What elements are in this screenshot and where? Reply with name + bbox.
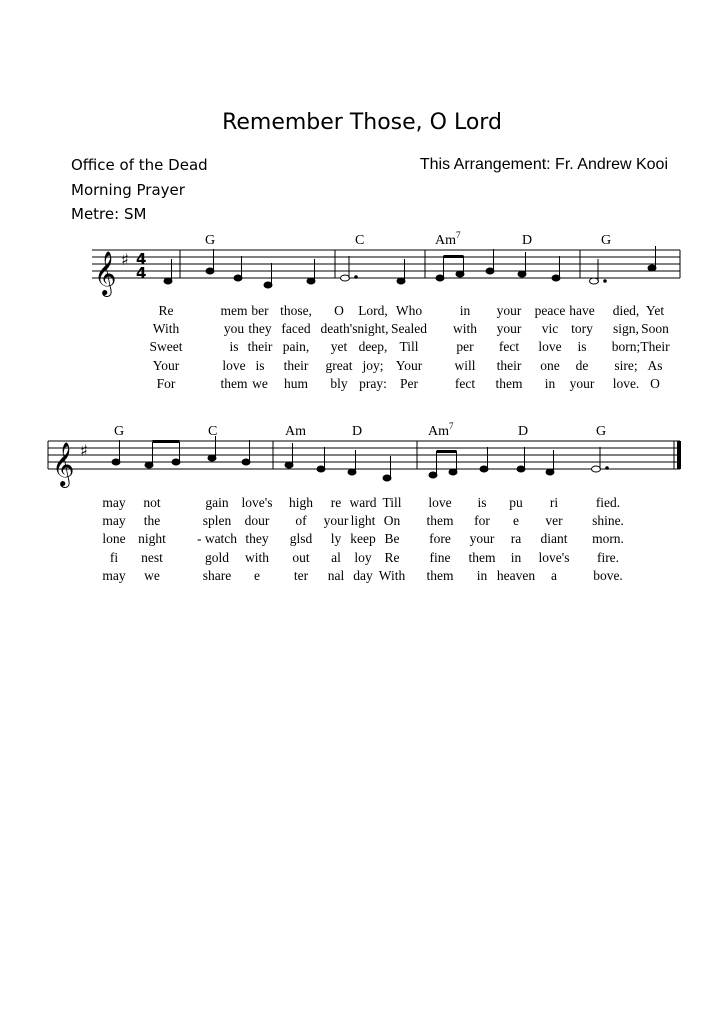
lyric-syllable: in — [476, 567, 488, 583]
lyric-syllable: glsd — [289, 531, 313, 547]
svg-text:𝄞: 𝄞 — [94, 251, 117, 295]
lyric-syllable: ly — [330, 531, 342, 547]
lyric-syllable: ra — [510, 531, 522, 547]
lyric-syllable: share — [202, 567, 232, 583]
chord-symbol-label: G — [114, 424, 125, 439]
chord-symbol-label: G — [601, 233, 612, 248]
lyric-syllable: they — [245, 531, 269, 547]
chord-symbol-label: C — [208, 424, 218, 439]
lyric-syllable: their — [247, 339, 273, 355]
lyric-syllable: love. — [612, 375, 640, 391]
lyric-syllable: Soon — [641, 321, 669, 337]
lyric-syllable: Per — [400, 375, 418, 391]
lyric-syllable: al — [331, 549, 341, 565]
lyric-syllable: night, — [357, 321, 389, 337]
lyric-syllable: is — [577, 339, 587, 355]
lyric-syllable: for — [474, 513, 490, 529]
lyric-syllable: hum — [283, 375, 309, 391]
lyric-syllable: yet — [330, 339, 348, 355]
lyric-syllable: ri — [549, 495, 559, 510]
lyric-syllable: sire; — [614, 357, 638, 373]
lyric-syllable: re — [330, 495, 342, 510]
lyric-syllable: is — [477, 495, 487, 510]
lyric-syllable: With — [378, 567, 406, 583]
lyric-syllable: nal — [327, 567, 345, 583]
lyric-syllable: may — [102, 513, 126, 529]
lyric-syllable: mem — [220, 303, 248, 318]
lyric-syllable: of — [295, 513, 307, 529]
lyric-syllable: love — [222, 357, 246, 373]
lyric-syllable: those, — [280, 303, 312, 318]
lyric-syllable: may — [102, 567, 126, 583]
lyric-syllable: not — [143, 495, 161, 510]
lyric-syllable: Till — [382, 495, 402, 510]
chord-symbol-extension: 7 — [456, 230, 461, 240]
lyric-syllable: in — [544, 375, 556, 391]
lyric-syllable: pu — [509, 495, 523, 510]
svg-text:4: 4 — [136, 264, 147, 282]
lyric-syllable: have — [569, 303, 595, 318]
lyric-syllable: we — [252, 375, 268, 391]
lyric-syllable: faced — [281, 321, 311, 337]
lyric-syllable: day — [353, 567, 373, 583]
chord-symbol-label: C — [355, 233, 365, 248]
lyric-syllable: bove. — [593, 567, 623, 583]
lyric-syllable: born; — [611, 339, 641, 355]
lyric-syllable: out — [292, 549, 310, 565]
lyric-syllable: Sweet — [149, 339, 183, 355]
lyric-syllable: love — [538, 339, 562, 355]
lyric-syllable: tory — [571, 321, 593, 337]
lyric-syllable: loy — [354, 549, 372, 565]
lyric-syllable: a — [551, 567, 557, 583]
lyric-syllable: fied. — [595, 495, 621, 510]
lyric-syllable: one — [540, 357, 560, 373]
lyric-syllable: gain — [205, 495, 229, 510]
lyric-syllable: fine — [429, 549, 451, 565]
hour-label: Morning Prayer — [71, 181, 185, 199]
lyric-syllable: O — [334, 303, 344, 318]
lyric-syllable: keep — [350, 531, 376, 547]
lyric-syllable: great — [325, 357, 353, 373]
lyric-syllable: will — [454, 357, 476, 373]
lyric-syllable: fore — [429, 531, 451, 547]
lyric-syllable: your — [469, 531, 495, 547]
chord-symbol-label: Am — [428, 424, 449, 439]
svg-text:4: 4 — [136, 250, 147, 268]
lyric-syllable: pain, — [282, 339, 310, 355]
lyric-syllable: morn. — [592, 531, 624, 547]
lyric-syllable: gold — [204, 549, 230, 565]
lyric-syllable: their — [496, 357, 522, 373]
lyric-syllable: love — [428, 495, 452, 510]
lyric-syllable: fi — [109, 549, 119, 565]
lyric-syllable: with — [452, 321, 478, 337]
lyric-syllable: e — [513, 513, 519, 529]
lyric-syllable: we — [144, 567, 160, 583]
lyric-syllable: deep, — [358, 339, 388, 355]
lyric-syllable: per — [456, 339, 474, 355]
lyric-syllable: fect — [454, 375, 476, 391]
lyric-syllable: your — [496, 321, 522, 337]
lyric-syllable: night — [138, 531, 166, 547]
lyric-syllable: ver — [545, 513, 563, 529]
lyric-syllable: their — [283, 357, 309, 373]
lyric-syllable: - watch — [196, 531, 238, 547]
lyric-syllable: you — [223, 321, 245, 337]
lyric-syllable: is — [255, 357, 265, 373]
svg-text:♯: ♯ — [80, 441, 88, 460]
lyric-syllable: dour — [244, 513, 270, 529]
lyric-syllable: lone — [102, 531, 126, 547]
lyric-syllable: death's — [320, 321, 358, 337]
lyric-syllable: pray: — [359, 375, 387, 391]
lyric-syllable: heaven — [496, 567, 536, 583]
chord-symbol-extension: 7 — [449, 421, 454, 431]
lyric-syllable: ward — [349, 495, 377, 510]
lyric-syllable: them — [426, 513, 454, 529]
lyric-syllable: With — [152, 321, 180, 337]
lyric-syllable: your — [569, 375, 595, 391]
lyric-syllable: is — [229, 339, 239, 355]
lyric-syllable: in — [510, 549, 522, 565]
lyric-syllable: ter — [293, 567, 309, 583]
lyric-syllable: your — [323, 513, 349, 529]
chord-symbol-label: G — [205, 233, 216, 248]
lyric-syllable: splen — [202, 513, 232, 529]
lyric-syllable: Lord, — [358, 303, 388, 318]
lyric-syllable: light — [350, 513, 376, 529]
lyric-syllable: On — [383, 513, 401, 529]
occasion-label: Office of the Dead — [71, 156, 208, 174]
lyric-syllable: them — [468, 549, 496, 565]
arrangement-credit: This Arrangement: Fr. Andrew Kooi — [419, 156, 668, 173]
lyric-syllable: love's — [538, 549, 570, 565]
lyric-syllable: them — [220, 375, 248, 391]
chord-symbol-label: G — [596, 424, 607, 439]
chord-symbol-label: D — [352, 424, 363, 439]
lyric-syllable: high — [288, 495, 314, 510]
lyric-syllable: Be — [384, 531, 400, 547]
hymn-title: Remember Those, O Lord — [222, 110, 502, 135]
lyric-syllable: shine. — [592, 513, 624, 529]
lyric-syllable: Their — [640, 339, 670, 355]
svg-text:♯: ♯ — [121, 250, 129, 269]
metre-label: Metre: SM — [71, 205, 147, 223]
lyric-syllable: love's — [241, 495, 273, 510]
lyric-syllable: Who — [395, 303, 423, 318]
lyric-syllable: Yet — [645, 303, 665, 318]
lyric-syllable: them — [495, 375, 523, 391]
chord-symbol-label: D — [518, 424, 529, 439]
lyric-syllable: O — [650, 375, 660, 391]
lyric-syllable: fect — [498, 339, 520, 355]
lyric-syllable: bly — [330, 375, 348, 391]
lyric-syllable: nest — [141, 549, 163, 565]
lyric-syllable: them — [426, 567, 454, 583]
lyric-syllable: As — [647, 357, 663, 373]
lyric-syllable: in — [459, 303, 471, 318]
lyric-syllable: joy; — [362, 357, 384, 373]
lyric-syllable: they — [248, 321, 272, 337]
lyric-syllable: de — [575, 357, 589, 373]
lyric-syllable: may — [102, 495, 126, 510]
lyric-syllable: Your — [395, 357, 423, 373]
lyric-syllable: Re — [384, 549, 400, 565]
lyric-syllable: died, — [612, 303, 640, 318]
lyric-syllable: Till — [399, 339, 419, 355]
lyric-syllable: vic — [541, 321, 559, 337]
lyric-syllable: For — [156, 375, 176, 391]
lyric-syllable: Re — [158, 303, 174, 318]
lyric-syllable: diant — [540, 531, 568, 547]
lyric-syllable: peace — [534, 303, 566, 318]
lyric-syllable: ber — [251, 303, 269, 318]
svg-text:𝄞: 𝄞 — [52, 442, 75, 486]
lyric-syllable: the — [143, 513, 161, 529]
lyric-syllable: fire. — [596, 549, 620, 565]
lyric-syllable: your — [496, 303, 522, 318]
chord-symbol-label: Am — [285, 424, 306, 439]
lyric-syllable: Sealed — [391, 321, 427, 337]
lyric-syllable: Your — [152, 357, 180, 373]
lyric-syllable: with — [244, 549, 270, 565]
lyric-syllable: e — [254, 567, 260, 583]
chord-symbol-label: D — [522, 233, 533, 248]
chord-symbol-label: Am — [435, 233, 456, 248]
lyric-syllable: sign, — [613, 321, 639, 337]
